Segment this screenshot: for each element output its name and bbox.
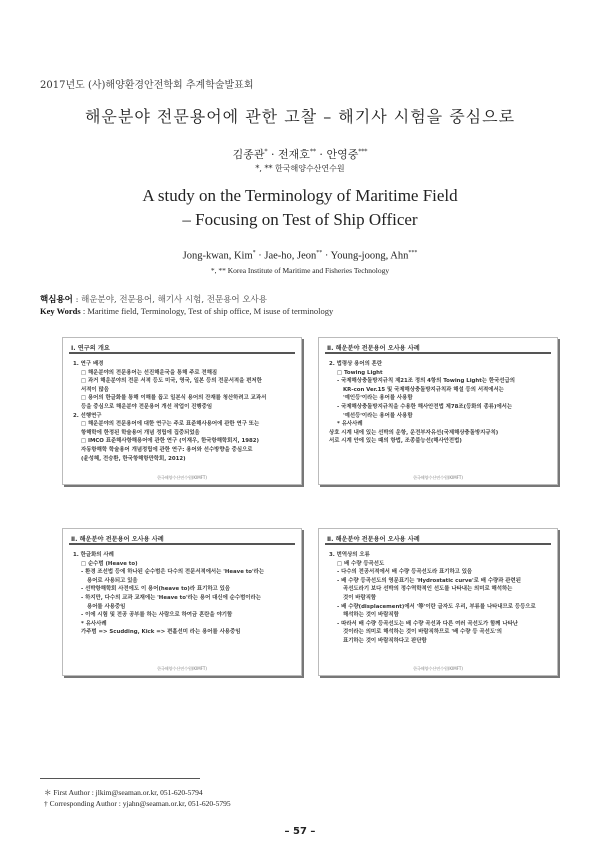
slide-title-bar xyxy=(325,543,551,545)
slide-line: 1. 연구 배경 xyxy=(73,361,104,367)
slide-line: 3. 번역상의 오류 xyxy=(329,552,370,558)
author-en-1-mark: * xyxy=(252,250,256,256)
slide-title-bar xyxy=(69,352,295,354)
slide-footer: 한국해양수산연수원(KIMFT) xyxy=(413,475,463,480)
slide-line: □ 해운분야의 전문용어는 선진해운국을 통해 주로 전해짐 xyxy=(81,369,218,376)
keywords-english xyxy=(40,306,333,316)
slide-body xyxy=(73,360,295,463)
author-en-3: Young-joong, Ahn xyxy=(330,250,409,262)
keywords-english-label: Key Words xyxy=(40,306,81,316)
keywords-english-text: : Maritime field, Terminology, Test of ship office, M isuse of terminology xyxy=(82,306,334,316)
slide-line: - 따라서 배 수량 등곡선도는 배 수량 곡선과 다른 여러 곡선도가 함께 나타난 xyxy=(337,620,518,627)
slide-line: □ 배 수량 등곡선도 xyxy=(337,560,385,567)
slide-line: '예선등'이라는 용어를 사용함 xyxy=(343,412,413,419)
slide-line: □ 순수범 (Heave to) xyxy=(81,560,138,567)
slide-line: - 하지만, 다수의 교과 교재에는 'Heave to'라는 용어 대신에 순수범이라는 xyxy=(81,594,261,601)
slide-line: * 유사사례 xyxy=(81,620,107,627)
slide-line: 항해학에 한정된 학술용어 개념 정립에 집중되었음 xyxy=(81,429,200,436)
slide-research-overview xyxy=(62,337,302,485)
slide-line: 상호 시계 내에 있는 선박의 운항, 운전부자유선(국제해상충돌방지규칙) xyxy=(329,429,499,436)
slide-line: - 배 수량(displacement)에서 '等'이란 글자도 우리, 부류를 나타내므로 등등으로 xyxy=(337,603,536,610)
slide-line: 것이 바람직함 xyxy=(343,594,377,601)
author-1: 김종관 xyxy=(232,148,265,161)
slide-line: * 유사사례 xyxy=(337,421,363,428)
slide-line: KR-con Ver.15 및 국제해상충돌방지규칙과 해설 등의 서적에서는 xyxy=(343,386,504,393)
slide-koreanization xyxy=(62,528,302,676)
keywords-korean-label: 핵심용어 xyxy=(40,295,73,305)
page-number: – 57 – xyxy=(284,826,316,837)
title-english-line2: – Focusing on Test of Ship Officer xyxy=(182,210,418,229)
title-english-line1: A study on the Terminology of Maritime Field xyxy=(142,186,458,205)
slide-line: - 국제해상충돌방지규칙 제21조 정의 4항의 Towing Light는 한국선급의 xyxy=(337,378,515,385)
keywords-korean xyxy=(40,293,267,305)
authors-english: Jong-kwan, Kim* · Jae-ho, Jeon** · Young-joong, Ahn*** xyxy=(182,250,418,262)
slide-line: 표기하는 것이 바람직하다고 판단함 xyxy=(343,637,427,644)
slide-line: 가주범 => Scudding, Kick => 편흘선미 라는 용어를 사용중임 xyxy=(81,629,241,636)
footnote-corresponding-author: † Corresponding Author : yjahn@seaman.or.kr, 051-620-5795 xyxy=(44,799,231,808)
slide-line: - 다수의 전공서적에서 배 수량 등곡선도라 표기하고 있음 xyxy=(337,569,473,576)
footnote-first-author: ＊ First Author : jlkim@seaman.or.kr, 051-620-5794 xyxy=(44,788,203,797)
slide-line: - 이에 시험 및 전공 공부를 하는 사람으로 하여금 혼란을 야기함 xyxy=(81,612,233,619)
slide-line: 곡선도라기 보다 선박의 정수역학적인 선도를 나타내는 의미로 해석하는 xyxy=(343,586,513,593)
slide-line: 2. 법령상 용어의 혼란 xyxy=(329,361,383,367)
slide-title: Ⅱ. 해운분야 전문용어 오사용 사례 xyxy=(327,536,420,543)
slide-line: - 배 수량 등곡선도의 영문표기는 'Hydrostatic curve'로 배 수량과 관련된 xyxy=(337,577,521,584)
slide-footer: 한국해양수산연수원(KIMFT) xyxy=(157,475,207,480)
conference-header: 2017년도 (사)해양환경안전학회 추계학술발표회 xyxy=(40,80,254,91)
slide-line: 서로 시계 안에 있는 때의 항법, 조종불능선(해사안전법) xyxy=(329,438,462,445)
slide-body xyxy=(73,551,295,637)
slide-line: 해석하는 것이 바람직함 xyxy=(343,612,399,619)
slide-line: - 환경 조선법 등에 하나된 순수범은 다수의 전문서적에서는 'Heave to'라는 xyxy=(81,569,265,576)
author-3-mark: *** xyxy=(358,148,368,156)
slide-line: □ 용어의 한글화를 통해 이해를 돕고 일본식 용어의 잔재를 청산하려고 교과서 xyxy=(81,395,267,402)
authors-korean: 김종관* · 전재호** · 안영중*** xyxy=(232,148,368,161)
slide-line: 등을 중심으로 해운분야 전문용어 개선 작업이 진행중임 xyxy=(81,403,213,410)
author-en-2-mark: ** xyxy=(316,250,323,256)
slide-footer: 한국해양수산연수원(KIMFT) xyxy=(413,666,463,671)
author-1-mark: * xyxy=(264,148,268,156)
slide-line: 용어로 사용되고 있음 xyxy=(87,577,138,584)
slide-title: Ⅱ. 해운분야 전문용어 오사용 사례 xyxy=(71,536,164,543)
affiliation-korean: *, ** 한국해양수산연수원 xyxy=(255,164,345,173)
slide-line: □ 과거 해운분야의 전문 서적 등도 미국, 영국, 일본 등의 전문서적을 편저한 xyxy=(81,378,262,385)
slide-line: 1. 한글화의 사례 xyxy=(73,552,114,558)
keywords-korean-text: : 해운분야, 전문용어, 해기사 시험, 전문용어 오사용 xyxy=(75,295,267,305)
slide-line: 2. 선행연구 xyxy=(73,412,102,419)
slide-line: 자동항해학 학술용어 개념정립에 관한 연구: 용어와 선수방향을 중심으로 xyxy=(81,446,253,453)
footnote-divider xyxy=(40,778,200,779)
slide-line: 서적이 많음 xyxy=(81,386,109,393)
slide-legal-terms xyxy=(318,337,558,485)
slide-title: Ⅰ. 연구의 개요 xyxy=(71,345,110,352)
slide-title: Ⅱ. 해운분야 전문용어 오사용 사례 xyxy=(327,345,420,352)
slide-line: □ 해운분야의 전문용어에 대한 연구는 주로 표준해사용어에 관한 연구 또는 xyxy=(81,421,260,428)
slide-line: (윤성혜, 전승환, 한국항해항만학회, 2012) xyxy=(81,455,186,462)
author-3: 안영중 xyxy=(326,148,359,161)
slide-title-bar xyxy=(69,543,295,545)
author-2: 전재호 xyxy=(278,148,310,161)
slide-footer: 한국해양수산연수원(KIMFT) xyxy=(157,666,207,671)
author-en-3-mark: *** xyxy=(408,250,418,256)
slide-body xyxy=(329,360,551,446)
slide-line: '예인등'이라는 용어를 사용함 xyxy=(343,395,413,402)
slide-title-bar xyxy=(325,352,551,354)
affiliation-english: *, ** Korea Institute of Maritime and Fisheries Technology xyxy=(210,266,390,275)
slide-line: - 국제해상충돌방지규칙을 수용한 해사안전법 제78조(등화의 종류)에서는 xyxy=(337,403,513,410)
slide-line: 것이라는 의미로 해석하는 것이 바람직하므로 '배 수량 등 곡선도'의 xyxy=(343,629,502,636)
title-korean: 해운분야 전문용어에 관한 고찰 – 해기사 시험을 중심으로 xyxy=(84,107,516,126)
slide-body xyxy=(329,551,551,646)
author-2-mark: ** xyxy=(309,148,316,156)
slide-translation-errors xyxy=(318,528,558,676)
slide-line: □ IMCO 표준해사항해용어에 관한 연구 (이재우, 한국항해학회지, 1982) xyxy=(81,438,259,445)
slide-line: 용어를 사용중임 xyxy=(87,603,126,610)
author-en-1: Jong-kwan, Kim xyxy=(182,250,253,262)
slide-line: □ Towing Light xyxy=(337,369,383,376)
slide-line: - 선박항해학회 사전에도 이 용어(heave to)라 표기하고 있음 xyxy=(81,586,231,593)
author-en-2: Jae-ho, Jeon xyxy=(264,250,317,262)
